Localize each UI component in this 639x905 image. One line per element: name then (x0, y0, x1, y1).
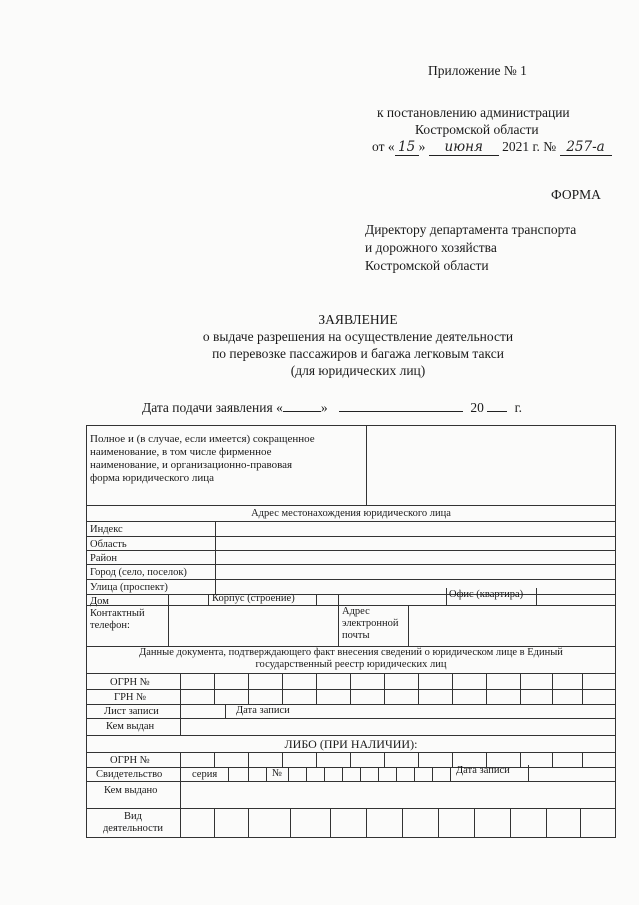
building-label: Корпус (строение) (212, 593, 295, 604)
addressee-line-2: и дорожного хозяйства (365, 240, 497, 255)
title-line-1: о выдаче разрешения на осуществление деятельности (202, 329, 514, 344)
index-input[interactable] (216, 522, 614, 535)
building-input[interactable] (318, 595, 337, 605)
cert-record-date-input[interactable] (530, 768, 614, 780)
document-title: ЗАЯВЛЕНИЕ (318, 312, 398, 327)
handwritten-day: 15 (395, 139, 419, 156)
handwritten-number: 257-а (560, 139, 612, 156)
activity-label (86, 811, 180, 835)
grn-label: ГРН № (114, 692, 147, 703)
grn-digit-cells[interactable] (182, 690, 614, 703)
house-label: Дом (90, 596, 109, 607)
ogrn2-digit-cells[interactable] (182, 753, 614, 766)
full-name-line-3: наименование, и организационно-правовая (90, 459, 293, 471)
record-date-label: Дата записи (236, 705, 290, 716)
record-sheet-label: Лист записи (104, 706, 159, 717)
year-text: 2021 г. № (502, 139, 557, 154)
form-label: ФОРМА (551, 187, 601, 202)
title-line-3: (для юридических лиц) (290, 363, 426, 378)
date-prefix: от « (372, 139, 395, 154)
submission-date-label: Дата подачи заявления « (142, 400, 283, 415)
egrul-header-line-1: Данные документа, подтверждающего факт внесения сведений о юридическом лице в Единый (139, 647, 563, 658)
full-name-line-4: форма юридического лица (90, 472, 215, 484)
ogrn-label: ОГРН № (110, 677, 150, 688)
region-field-label: Область (90, 539, 127, 550)
region-input[interactable] (216, 537, 614, 549)
activity-code-cells[interactable] (182, 810, 614, 837)
full-name-label (90, 433, 362, 485)
activity-label-line-2: деятельности (102, 823, 164, 834)
region-label: Костромской области (415, 122, 539, 137)
certificate-label: Свидетельство (96, 769, 163, 780)
district-input[interactable] (216, 551, 614, 563)
ogrn-digit-cells[interactable] (182, 674, 614, 688)
full-name-line-1: Полное и (в случае, если имеется) сокращенное (90, 433, 315, 445)
email-input[interactable] (410, 607, 614, 645)
email-label-line-3: почты (342, 630, 370, 641)
resolution-label: к постановлению администрации (377, 105, 570, 120)
house-input[interactable] (170, 595, 206, 605)
cert-number-sign: № (272, 768, 283, 779)
full-name-input[interactable] (368, 427, 614, 503)
or-header: ЛИБО (ПРИ НАЛИЧИИ): (284, 737, 418, 751)
phone-label (90, 608, 145, 632)
phone-label-line-1: Контактный (90, 608, 145, 619)
date-quote-close: » (418, 139, 426, 154)
title-line-2: по перевозке пассажиров и багажа легковым такси (212, 346, 504, 361)
cert-number-input[interactable] (290, 768, 448, 780)
city-input[interactable] (216, 565, 614, 578)
district-label: Район (90, 553, 117, 564)
email-label-line-1: Адрес (342, 606, 370, 617)
issued-by-label: Кем выдан (106, 721, 155, 732)
year-suffix: г. (514, 400, 522, 415)
submission-quote-close: » (320, 400, 328, 415)
phone-input[interactable] (170, 607, 336, 645)
month-blank[interactable] (339, 398, 463, 412)
resolution-date (372, 139, 612, 156)
submission-date-line (142, 398, 522, 416)
day-blank[interactable] (283, 398, 321, 412)
cert-record-date-label: Дата записи (456, 765, 510, 776)
ogrn2-label: ОГРН № (110, 755, 150, 766)
egrul-header-line-2: государственный реестр юридических лиц (255, 659, 447, 670)
appendix-label: Приложение № 1 (428, 63, 527, 78)
issued-by2-label: Кем выдано (104, 785, 158, 796)
series-input[interactable] (230, 768, 264, 780)
year-blank[interactable] (487, 398, 507, 412)
addressee-line-1: Директору департамента транспорта (365, 222, 577, 237)
city-label: Город (село, поселок) (90, 567, 187, 578)
address-header: Адрес местонахождения юридического лица (251, 508, 451, 519)
office-input[interactable] (538, 589, 614, 605)
issued-by-input[interactable] (182, 720, 614, 734)
issued-by2-input[interactable] (182, 783, 614, 807)
addressee-line-3: Костромской области (365, 258, 489, 273)
street-label: Улица (проспект) (90, 582, 168, 593)
index-label: Индекс (90, 524, 123, 535)
phone-label-line-2: телефон: (90, 620, 130, 631)
office-label: Офис (квартира) (449, 589, 524, 600)
email-label (342, 606, 399, 642)
activity-label-line-1: Вид (124, 811, 142, 822)
email-label-line-2: электронной (342, 618, 399, 629)
handwritten-month: июня (429, 139, 499, 156)
series-label: серия (192, 769, 218, 780)
full-name-line-2 (90, 446, 362, 459)
egrul-header (86, 647, 616, 671)
full-name-line-2-text: наименование, в том числе фирменное (90, 446, 272, 458)
year-prefix: 20 (470, 400, 484, 415)
